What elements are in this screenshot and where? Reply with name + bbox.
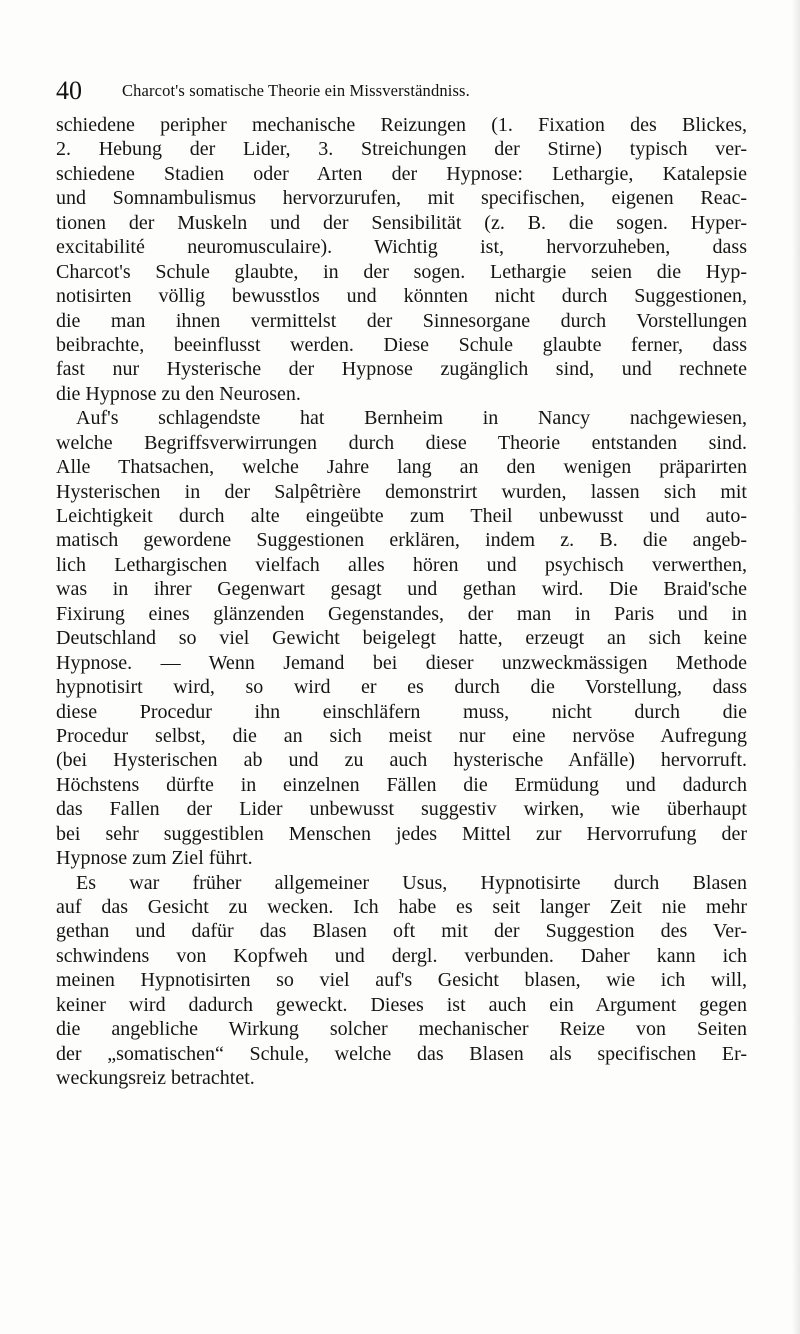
- text-line: welche Begriffsverwirrungen durch diese Theorie entstanden sind.: [56, 431, 747, 454]
- paragraph-start-line: Auf's schlagendste hat Bernheim in Nancy nachgewiesen,: [76, 407, 747, 430]
- text-line: bei sehr suggestiblen Menschen jedes Mittel zur Hervorrufung der: [56, 822, 747, 845]
- text-line: Höchstens dürfte in einzelnen Fällen die Ermüdung und dadurch: [56, 773, 747, 796]
- text-line: (bei Hysterischen ab und zu auch hysterische Anfälle) hervorruft.: [56, 749, 747, 772]
- text-line: Hysterischen in der Salpêtrière demonstrirt wurden, lassen sich mit: [56, 480, 747, 503]
- text-line: der „somatischen“ Schule, welche das Blasen als specifischen Er-: [56, 1042, 747, 1065]
- text-line: Charcot's Schule glaubte, in der sogen. Lethargie seien die Hyp-: [56, 260, 747, 283]
- text-line: Procedur selbst, die an sich meist nur eine nervöse Aufregung: [56, 724, 747, 747]
- text-line: 2. Hebung der Lider, 3. Streichungen der Stirne) typisch ver-: [56, 138, 747, 161]
- text-line: Deutschland so viel Gewicht beigelegt hatte, erzeugt an sich keine: [56, 627, 747, 650]
- text-line: beibrachte, beeinflusst werden. Diese Schule glaubte ferner, dass: [56, 333, 747, 356]
- text-line: und Somnambulismus hervorzurufen, mit specifischen, eigenen Reac-: [56, 187, 747, 210]
- text-line: hypnotisirt wird, so wird er es durch die Vorstellung, dass: [56, 676, 747, 699]
- text-line: schwindens von Kopfweh und dergl. verbunden. Daher kann ich: [56, 944, 747, 967]
- running-title: Charcot's somatische Theorie ein Missverständniss.: [122, 81, 470, 100]
- paragraph-start-line: Es war früher allgemeiner Usus, Hypnotisirte durch Blasen: [76, 871, 747, 894]
- page-number: 40: [56, 76, 82, 105]
- page-header: [56, 72, 746, 112]
- paragraph-end-line: weckungsreiz betrachtet.: [56, 1067, 255, 1090]
- paragraph-end-line: Hypnose zum Ziel führt.: [56, 847, 253, 870]
- text-line: excitabilité neuromusculaire). Wichtig ist, hervorzuheben, dass: [56, 236, 747, 259]
- text-line: notisirten völlig bewusstlos und könnten nicht durch Suggestionen,: [56, 285, 747, 308]
- text-line: tionen der Muskeln und der Sensibilität (z. B. die sogen. Hyper-: [56, 211, 747, 234]
- text-line: die man ihnen vermittelst der Sinnesorgane durch Vorstellungen: [56, 309, 747, 332]
- text-line: die angebliche Wirkung solcher mechanischer Reize von Seiten: [56, 1018, 747, 1041]
- text-line: Hypnose. — Wenn Jemand bei dieser unzweckmässigen Methode: [56, 651, 747, 674]
- text-line: Fixirung eines glänzenden Gegenstandes, der man in Paris und in: [56, 602, 747, 625]
- text-line: lich Lethargischen vielfach alles hören und psychisch verwerthen,: [56, 553, 747, 576]
- text-line: Leichtigkeit durch alte eingeübte zum Theil unbewusst und auto-: [56, 505, 747, 527]
- text-line: schiedene Stadien oder Arten der Hypnose: Lethargie, Katalepsie: [56, 162, 747, 185]
- text-line: gethan und dafür das Blasen oft mit der Suggestion des Ver-: [56, 920, 747, 943]
- page-edge-shadow: [792, 0, 800, 1334]
- text-line: schiedene peripher mechanische Reizungen (1. Fixation des Blickes,: [56, 114, 747, 136]
- paragraph-end-line: die Hypnose zu den Neurosen.: [56, 382, 301, 405]
- text-line: was in ihrer Gegenwart gesagt und gethan wird. Die Braid'sche: [56, 578, 747, 601]
- text-line: auf das Gesicht zu wecken. Ich habe es seit langer Zeit nie mehr: [56, 896, 747, 918]
- text-line: matisch gewordene Suggestionen erklären, indem z. B. die angeb-: [56, 529, 747, 552]
- text-line: das Fallen der Lider unbewusst suggestiv wirken, wie überhaupt: [56, 798, 747, 821]
- text-line: meinen Hypnotisirten so viel auf's Gesicht blasen, wie ich will,: [56, 969, 747, 992]
- text-line: keiner wird dadurch geweckt. Dieses ist auch ein Argument gegen: [56, 993, 747, 1016]
- text-line: Alle Thatsachen, welche Jahre lang an den wenigen präparirten: [56, 456, 747, 479]
- spaced-emphasis-line: diese Procedur ihn einschläfern muss, nicht durch die: [56, 700, 747, 723]
- text-line: fast nur Hysterische der Hypnose zugänglich sind, und rechnete: [56, 358, 747, 381]
- body-text: [56, 113, 747, 1091]
